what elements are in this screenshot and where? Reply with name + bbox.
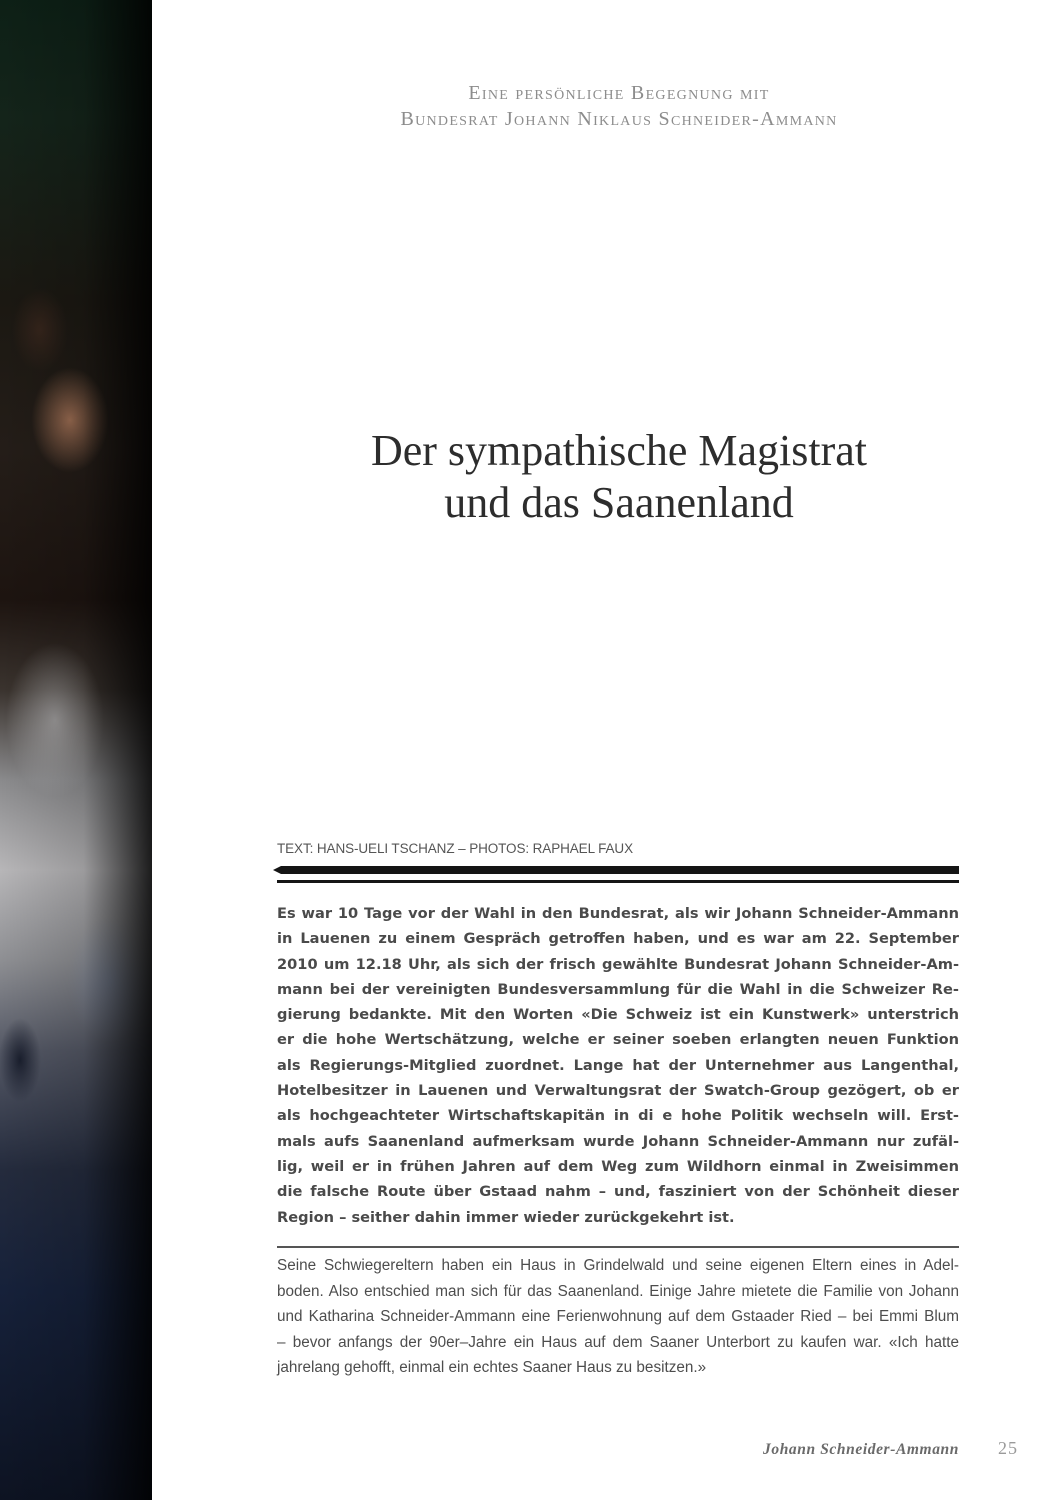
lead-line: 2010 um 12.18 Uhr, als sich der frisch gewählte Bundesrat Johann Schneider-Am- [277,955,959,973]
body-line: – bevor anfangs der 90er–Jahre ein Haus auf dem Saaner Unterbort zu kaufen war. «Ich hatte [277,1333,959,1351]
lead-line: Es war 10 Tage vor der Wahl in den Bundesrat, als wir Johann Schneider-Ammann [277,905,959,922]
article-credits: TEXT: HANS-UELI TSCHANZ – PHOTOS: RAPHAEL FAUX [277,841,633,856]
title-line-2: und das Saanenland [444,478,794,527]
running-head: Johann Schneider-Ammann [763,1441,959,1458]
body-line: jahrelang gehofft, einmal ein echtes Saaner Haus zu besitzen.» [277,1359,707,1376]
body-line: und Katharina Schneider-Ammann eine Ferienwohnung auf dem Gstaader Ried – bei Emmi Blum [277,1308,959,1325]
cover-photo-strip [0,0,152,1500]
divider-thin [277,880,959,883]
kicker-line-2: Bundesrat Johann Niklaus Schneider-Ammann [400,108,838,130]
kicker-line-1: Eine persönliche Begegnung mit [468,82,770,104]
body-line: Seine Schwiegereltern haben ein Haus in Grindelwald und seine eigenen Eltern eines in Adel- [277,1257,959,1274]
article-title [276,425,962,529]
lead-line: mann bei der vereinigten Bundesversammlung für die Wahl in die Schweizer Re- [277,980,959,998]
photo-edge-shadow [0,0,152,1500]
title-line-1: Der sympathische Magistrat [370,426,868,475]
kicker [330,80,908,132]
lead-line: Hotelbesitzer in Lauenen und Verwaltungsrat der Swatch-Group gezögert, ob er [277,1082,959,1100]
divider-thick [281,866,959,874]
lead-line: als Regierungs-Mitglied zuordnet. Lange hat der Unternehmer aus Langenthal, [277,1056,959,1074]
lead-paragraph [277,901,959,1230]
body-line: boden. Also entschied man sich für das Saanenland. Einige Jahre mietete die Familie von Johann [277,1282,959,1300]
lead-line: in Lauenen zu einem Gespräch getroffen haben, und es war am 22. September [277,930,959,948]
divider-thick-tip [273,866,281,874]
lead-line: lig, weil er in frühen Jahren auf dem Weg zum Wildhorn einmal in Zweisimmen [277,1157,959,1175]
lead-line: gierung bedankte. Mit den Worten «Die Schweiz ist ein Kunstwerk» unterstrich [277,1006,959,1024]
lead-line: Region – seither dahin immer wieder zurückgekehrt ist. [277,1208,735,1226]
page-number: 25 [998,1438,1018,1458]
body-paragraph [277,1253,959,1381]
lead-line: die falsche Route über Gstaad nahm – und, fasziniert von der Schönheit dieser [277,1183,959,1201]
lead-line: als hochgeachteter Wirtschaftskapitän in di e hohe Politik wechseln will. Erst- [277,1107,959,1125]
divider-mid [277,1246,959,1248]
lead-line: mals aufs Saanenland aufmerksam wurde Johann Schneider-Ammann nur zufäl- [277,1132,959,1150]
lead-line: er die hohe Wertschätzung, welche er seiner soeben erlangten neuen Funktion [277,1031,959,1049]
